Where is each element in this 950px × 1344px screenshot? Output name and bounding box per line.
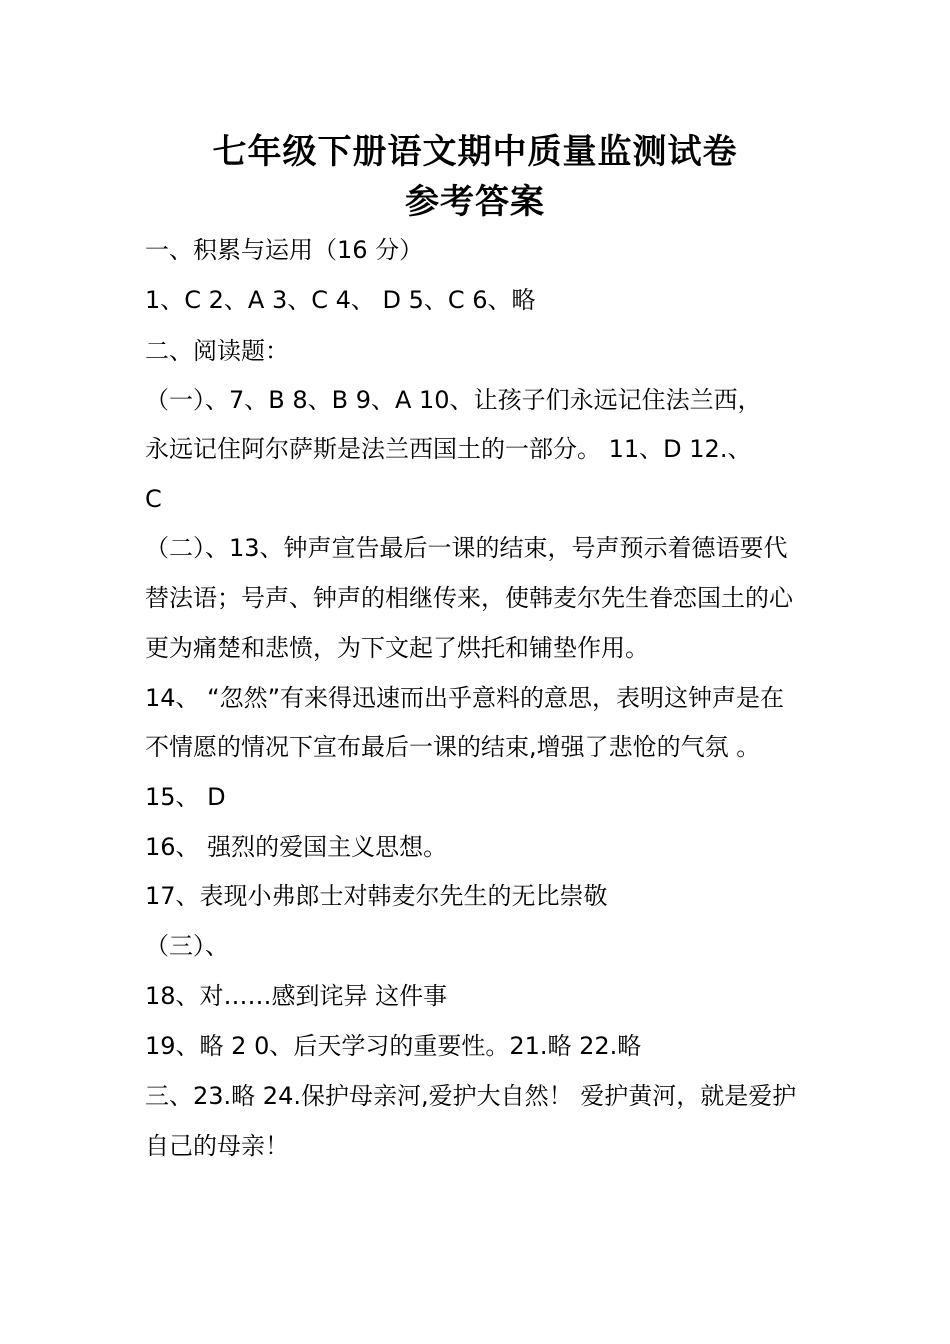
answer-line: 三、23.略 24.保护母亲河,爱护大自然！ 爱护黄河，就是爱护 bbox=[145, 1082, 797, 1110]
answer-line: 1、C 2、A 3、C 4、 D 5、C 6、略 bbox=[145, 286, 536, 314]
document-title: 七年级下册语文期中质量监测试卷 bbox=[212, 132, 738, 172]
section-heading-accumulation: 一、积累与运用（16 分） bbox=[145, 236, 424, 264]
answer-line: 更为痛楚和悲愤，为下文起了烘托和铺垫作用。 bbox=[145, 634, 649, 662]
answer-line: 永远记住阿尔萨斯是法兰西国土的一部分。 11、D 12.、 bbox=[145, 435, 752, 463]
answer-line: 17、表现小弗郎士对韩麦尔先生的无比崇敬 bbox=[145, 882, 608, 910]
answer-line: （一）、7、B 8、B 9、A 10、让孩子们永远记住法兰西， bbox=[145, 386, 762, 414]
answer-line: 替法语；号声、钟声的相继传来，使韩麦尔先生眷恋国土的心 bbox=[145, 584, 793, 612]
answer-line: （二）、13、钟声宣告最后一课的结束，号声预示着德语要代 bbox=[145, 534, 788, 562]
answer-line: 自己的母亲！ bbox=[145, 1132, 289, 1160]
answer-line: 16、 强烈的爱国主义思想。 bbox=[145, 833, 448, 861]
answer-line: 15、 D bbox=[145, 783, 226, 811]
answer-line: 14、 “忽然”有来得迅速而出乎意料的意思，表明这钟声是在 bbox=[145, 684, 785, 712]
document-subtitle: 参考答案 bbox=[405, 182, 545, 222]
section-heading-part-three: （三）、 bbox=[145, 932, 229, 960]
answer-line: 18、对……感到诧异 这件事 bbox=[145, 982, 448, 1010]
section-heading-reading: 二、阅读题： bbox=[145, 337, 289, 365]
answer-line: C bbox=[145, 485, 162, 513]
answer-line: 19、略 2 0、后天学习的重要性。21.略 22.略 bbox=[145, 1032, 642, 1060]
answer-line: 不情愿的情况下宣布最后一课的结束,增强了悲怆的气氛 。 bbox=[145, 733, 761, 761]
